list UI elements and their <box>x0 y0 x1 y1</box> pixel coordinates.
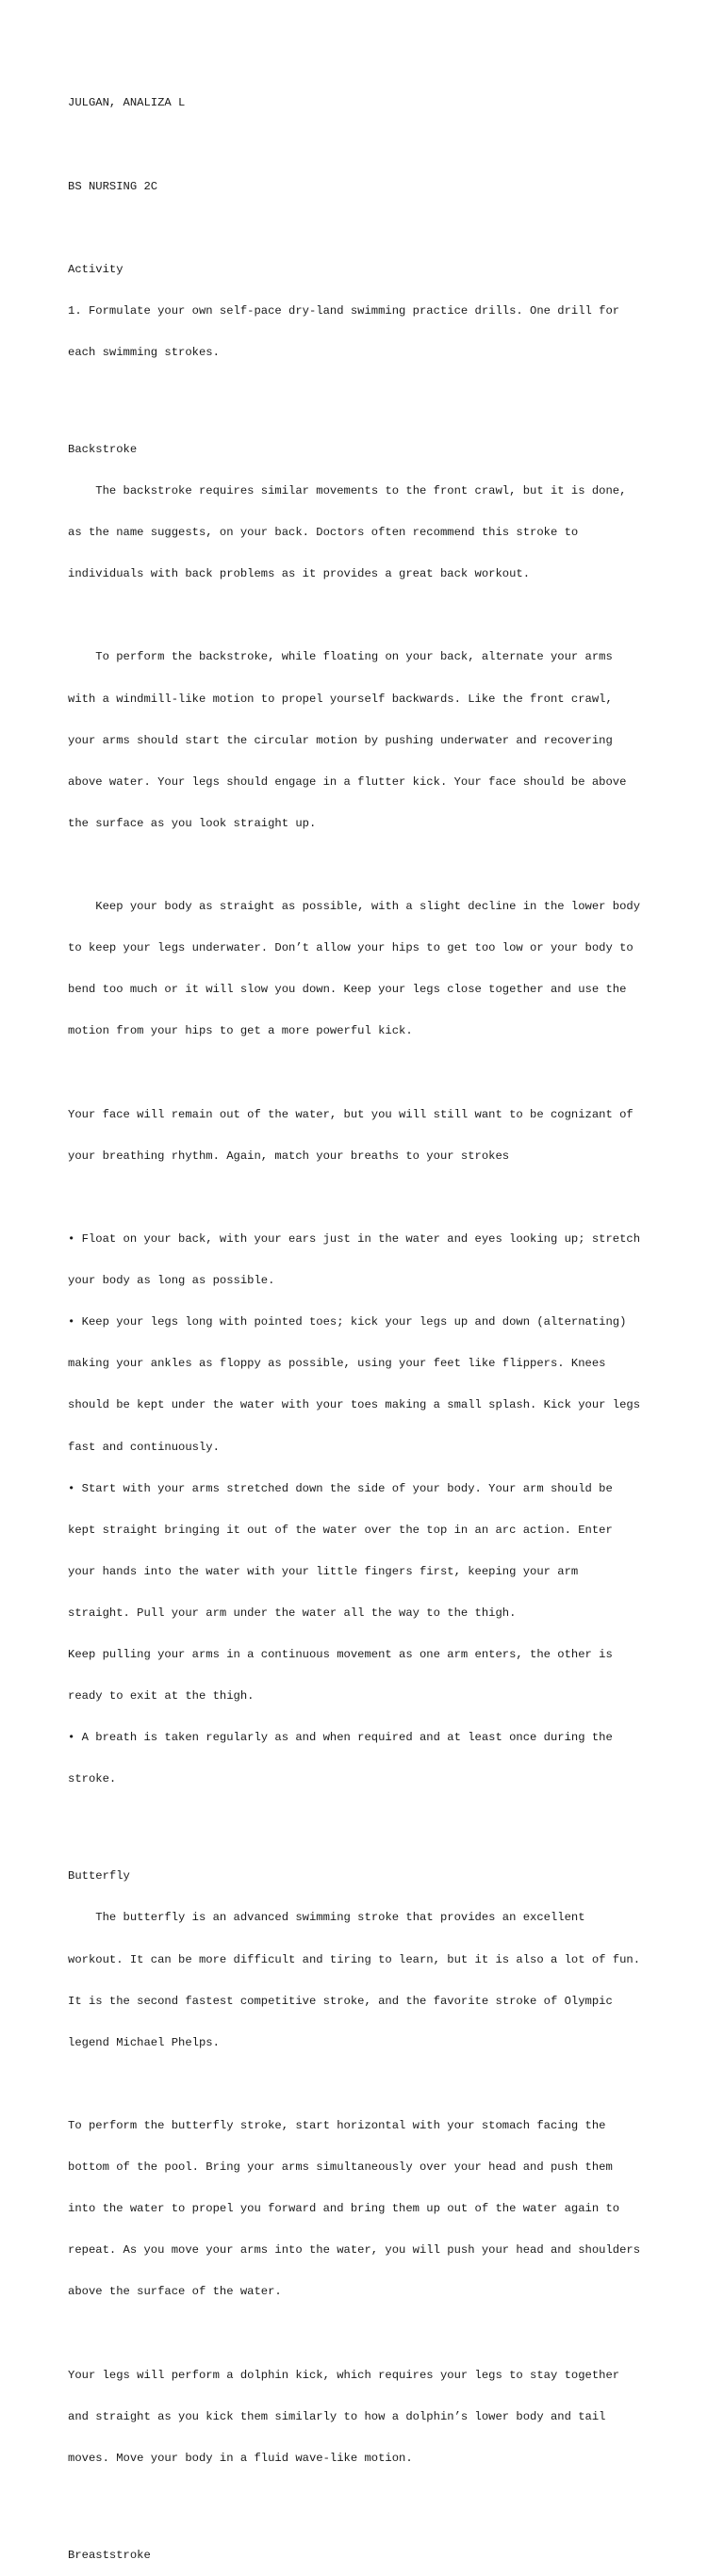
backstroke-para1-line: as the name suggests, on your back. Doctors often recommend this stroke to <box>68 526 579 540</box>
backstroke-bullet-line: kept straight bringing it out of the water over the top in an arc action. Enter <box>68 1523 613 1537</box>
author-name: JULGAN, ANALIZA L <box>68 96 186 110</box>
butterfly-para2-line: above the surface of the water. <box>68 2285 282 2299</box>
backstroke-para2-line: with a windmill-like motion to propel yourself backwards. Like the front crawl, <box>68 692 613 706</box>
spacer <box>68 387 671 401</box>
backstroke-para2-line: above water. Your legs should engage in a flutter kick. Your face should be above <box>68 774 627 789</box>
backstroke-para2-line: the surface as you look straight up. <box>68 816 317 830</box>
activity-prompt-line: 1. Formulate your own self-pace dry-land swimming practice drills. One drill for <box>68 303 620 318</box>
butterfly-para2-line: bottom of the pool. Bring your arms simultaneously over your head and push them <box>68 2160 613 2175</box>
backstroke-para3-line: to keep your legs underwater. Don’t allow your hips to get too low or your body to <box>68 941 634 955</box>
course-section: BS NURSING 2C <box>68 179 158 193</box>
butterfly-para1-line: It is the second fastest competitive stroke, and the favorite stroke of Olympic <box>68 1994 613 2008</box>
document-page <box>68 69 671 2576</box>
backstroke-bullet-line: fast and continuously. <box>68 1440 220 1454</box>
backstroke-bullet-line: • Start with your arms stretched down the side of your body. Your arm should be <box>68 1481 613 1495</box>
backstroke-bullet-line: ready to exit at the thigh. <box>68 1689 255 1704</box>
butterfly-para3-line: and straight as you kick them similarly to how a dolphin’s lower body and tail <box>68 2409 606 2423</box>
spacer <box>68 609 671 623</box>
backstroke-bullet-line: your hands into the water with your little fingers first, keeping your arm <box>68 1564 579 1578</box>
butterfly-para1-line: workout. It can be more difficult and tiring to learn, but it is also a lot of fun. <box>68 1952 641 1966</box>
backstroke-bullet-line: should be kept under the water with your toes making a small splash. Kick your legs <box>68 1398 641 1412</box>
backstroke-bullet-line: • Keep your legs long with pointed toes; kick your legs up and down (alternating) <box>68 1315 627 1329</box>
backstroke-para1-line: individuals with back problems as it provides a great back workout. <box>68 567 531 581</box>
backstroke-para3-line: motion from your hips to get a more powerful kick. <box>68 1024 413 1038</box>
activity-heading: Activity <box>68 262 123 276</box>
backstroke-para2-line: To perform the backstroke, while floating on your back, alternate your arms <box>68 650 613 664</box>
activity-prompt-line: each swimming strokes. <box>68 346 220 360</box>
backstroke-bullet-line: • Float on your back, with your ears just in the water and eyes looking up; stretch <box>68 1231 641 1246</box>
butterfly-para3-line: Your legs will perform a dolphin kick, which requires your legs to stay together <box>68 2368 620 2382</box>
backstroke-para3-line: Keep your body as straight as possible, with a slight decline in the lower body <box>68 900 641 914</box>
butterfly-para2-line: To perform the butterfly stroke, start horizontal with your stomach facing the <box>68 2118 606 2132</box>
backstroke-bullet-line: stroke. <box>68 1772 117 1786</box>
backstroke-bullet-line: Keep pulling your arms in a continuous movement as one arm enters, the other is <box>68 1648 613 1662</box>
spacer <box>68 2493 671 2507</box>
butterfly-heading: Butterfly <box>68 1869 130 1883</box>
spacer <box>68 1814 671 1828</box>
spacer <box>68 2078 671 2092</box>
butterfly-para2-line: into the water to propel you forward and bring them up out of the water again to <box>68 2202 620 2216</box>
butterfly-para1-line: legend Michael Phelps. <box>68 2035 220 2049</box>
butterfly-para3-line: moves. Move your body in a fluid wave-like motion. <box>68 2451 413 2465</box>
backstroke-para4-line: your breathing rhythm. Again, match your breaths to your strokes <box>68 1149 510 1163</box>
backstroke-heading: Backstroke <box>68 442 138 456</box>
backstroke-para2-line: your arms should start the circular motion by pushing underwater and recovering <box>68 733 613 747</box>
spacer <box>68 1191 671 1205</box>
backstroke-para1-line: The backstroke requires similar movements to the front crawl, but it is done, <box>68 484 627 498</box>
backstroke-bullet-line: • A breath is taken regularly as and when required and at least once during the <box>68 1731 613 1745</box>
spacer <box>68 221 671 236</box>
spacer <box>68 858 671 872</box>
backstroke-bullet-line: making your ankles as floppy as possible, using your feet like flippers. Knees <box>68 1357 606 1371</box>
backstroke-bullet-line: your body as long as possible. <box>68 1274 275 1288</box>
spacer <box>68 2326 671 2340</box>
backstroke-bullet-line: straight. Pull your arm under the water all the way to the thigh. <box>68 1606 517 1620</box>
backstroke-para4-line: Your face will remain out of the water, but you will still want to be cognizant of <box>68 1107 634 1121</box>
spacer <box>68 1067 671 1081</box>
butterfly-para1-line: The butterfly is an advanced swimming stroke that provides an excellent <box>68 1911 585 1925</box>
spacer <box>68 139 671 153</box>
breaststroke-heading: Breaststroke <box>68 2548 151 2562</box>
butterfly-para2-line: repeat. As you move your arms into the water, you will push your head and shoulders <box>68 2243 641 2258</box>
backstroke-para3-line: bend too much or it will slow you down. Keep your legs close together and use the <box>68 983 627 997</box>
